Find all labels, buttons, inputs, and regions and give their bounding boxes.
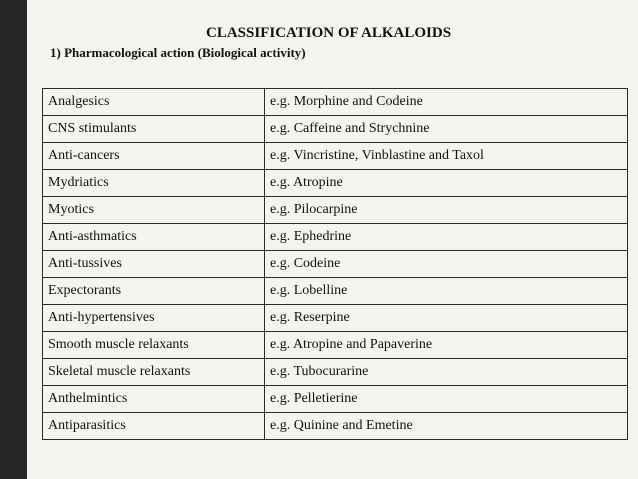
alkaloid-class-cell: Anti-cancers — [43, 143, 265, 170]
table-row — [43, 143, 628, 170]
table-row — [43, 386, 628, 413]
example-cell: e.g. Pilocarpine — [265, 197, 628, 224]
example-cell: e.g. Lobelline — [265, 278, 628, 305]
table-row — [43, 224, 628, 251]
example-cell: e.g. Reserpine — [265, 305, 628, 332]
classification-table — [42, 88, 628, 440]
table-row — [43, 413, 628, 440]
example-cell: e.g. Caffeine and Strychnine — [265, 116, 628, 143]
table-row — [43, 251, 628, 278]
example-cell: e.g. Atropine and Papaverine — [265, 332, 628, 359]
section-heading: 1) Pharmacological action (Biological activity) — [50, 45, 306, 60]
example-cell: e.g. Quinine and Emetine — [265, 413, 628, 440]
alkaloid-class-cell: CNS stimulants — [43, 116, 265, 143]
table-row — [43, 359, 628, 386]
example-cell: e.g. Atropine — [265, 170, 628, 197]
slide-left-accent-bar — [0, 0, 27, 479]
table-row — [43, 89, 628, 116]
example-cell: e.g. Pelletierine — [265, 386, 628, 413]
alkaloid-class-cell: Anti-asthmatics — [43, 224, 265, 251]
table-row — [43, 305, 628, 332]
table-row — [43, 332, 628, 359]
alkaloid-class-cell: Skeletal muscle relaxants — [43, 359, 265, 386]
alkaloid-class-cell: Anti-hypertensives — [43, 305, 265, 332]
table-row — [43, 197, 628, 224]
example-cell: e.g. Tubocurarine — [265, 359, 628, 386]
alkaloid-class-cell: Anti-tussives — [43, 251, 265, 278]
table-row — [43, 170, 628, 197]
alkaloid-class-cell: Myotics — [43, 197, 265, 224]
slide-title: CLASSIFICATION OF ALKALOIDS — [206, 25, 452, 41]
example-cell: e.g. Codeine — [265, 251, 628, 278]
alkaloid-class-cell: Expectorants — [43, 278, 265, 305]
alkaloid-class-cell: Anthelmintics — [43, 386, 265, 413]
alkaloid-class-cell: Mydriatics — [43, 170, 265, 197]
alkaloid-class-cell: Antiparasitics — [43, 413, 265, 440]
example-cell: e.g. Morphine and Codeine — [265, 89, 628, 116]
alkaloid-class-cell: Analgesics — [43, 89, 265, 116]
alkaloid-class-cell: Smooth muscle relaxants — [43, 332, 265, 359]
table-row — [43, 116, 628, 143]
table-row — [43, 278, 628, 305]
example-cell: e.g. Ephedrine — [265, 224, 628, 251]
example-cell: e.g. Vincristine, Vinblastine and Taxol — [265, 143, 628, 170]
